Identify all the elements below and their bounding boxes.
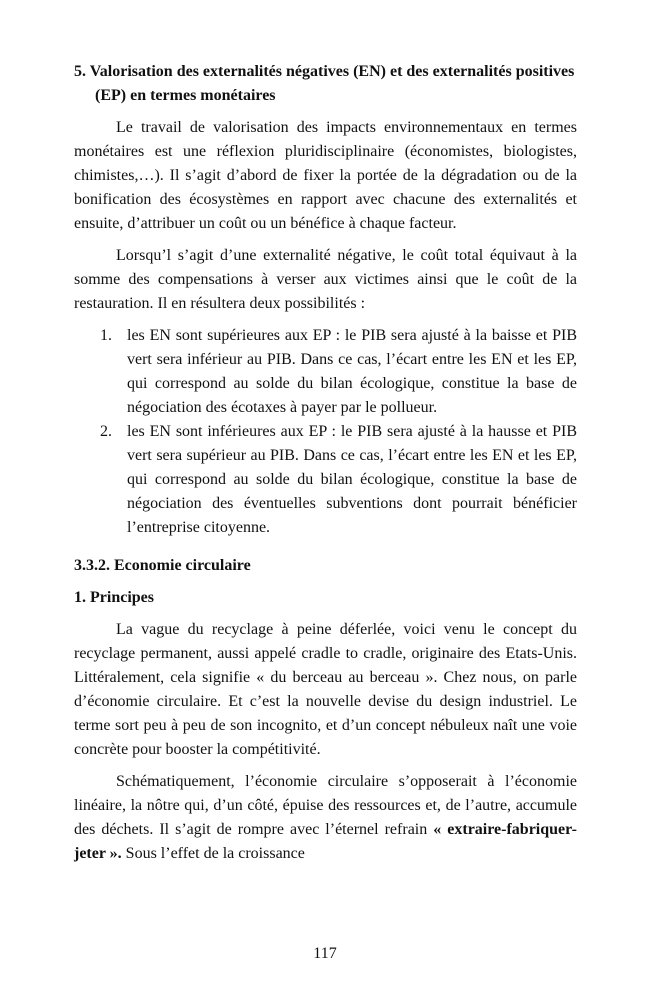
section-5-paragraph-1: Le travail de valorisation des impacts environnementaux en termes monétaires est une réflexion pluridisciplinaire (économistes, biologistes, chimistes,…). Il s’agit d’abord de fixer la portée de la dégradation ou de la bonification des écosystèmes en rapport avec chacune des externalités et ensuite, d’attribuer un coût ou un bénéfice à chaque facteur. xyxy=(74,119,577,232)
page-content xyxy=(74,60,577,866)
section-5-paragraph-2: Lorsqu’l s’agit d’une externalité négative, le coût total équivaut à la somme des compensations à verser aux victimes ainsi que le coût de la restauration. Il en résultera deux possibilités : xyxy=(74,247,577,312)
list-item xyxy=(74,324,577,420)
paragraph-text-start: Schématiquement, l’économie circulaire s’opposerait à l’économie linéaire, la nôtre qui, d’un côté, épuise des ressources et, de l’autre, accumule des déchets. Il s’agit de rompre avec l’éternel refrain xyxy=(74,773,577,838)
list-item-number: 1. xyxy=(100,327,112,344)
list-item-text: les EN sont inférieures aux EP : le PIB sera ajusté à la hausse et PIB vert sera supérieur au PIB. Dans ce cas, l’écart entre les EN et les EP, qui correspond au solde du bilan écologique, constitue la base de négociation des éventuelles subventions dont pourrait bénéficier l’entreprise citoyenne. xyxy=(127,423,577,536)
section-3-3-2-heading: 3.3.2. Economie circulaire xyxy=(74,557,251,574)
circular-economy-paragraph-2 xyxy=(74,770,577,866)
possibilities-list xyxy=(74,324,577,540)
bold-phrase: « extraire-fabriquer-jeter ». xyxy=(74,821,577,862)
circular-economy-paragraph-1: La vague du recyclage à peine déferlée, voici venu le concept du recyclage permanent, aussi appelé cradle to cradle, originaire des Etats-Unis. Littéralement, cela signifie « du berceau au berceau ». Chez nous, on parle d’économie circulaire. Et c’est la nouvelle devise du design industriel. Le terme sort peu à peu de son incognito, et d’un concept nébuleux naît une voie concrète pour booster la compétitivité. xyxy=(74,621,577,758)
principes-subheading: 1. Principes xyxy=(74,589,154,606)
list-item-number: 2. xyxy=(100,423,112,440)
page-number: 117 xyxy=(313,945,337,962)
list-item-text: les EN sont supérieures aux EP : le PIB sera ajusté à la baisse et PIB vert sera inférieur au PIB. Dans ce cas, l’écart entre les EN et les EP, qui correspond au solde du bilan écologique, constitue la base de négociation des écotaxes à payer par le pollueur. xyxy=(127,327,577,416)
paragraph-text-end: Sous l’effet de la croissance xyxy=(121,845,305,862)
section-5-heading: 5. Valorisation des externalités négatives (EN) et des externalités positives (EP) en termes monétaires xyxy=(74,63,575,104)
list-item xyxy=(74,420,577,540)
